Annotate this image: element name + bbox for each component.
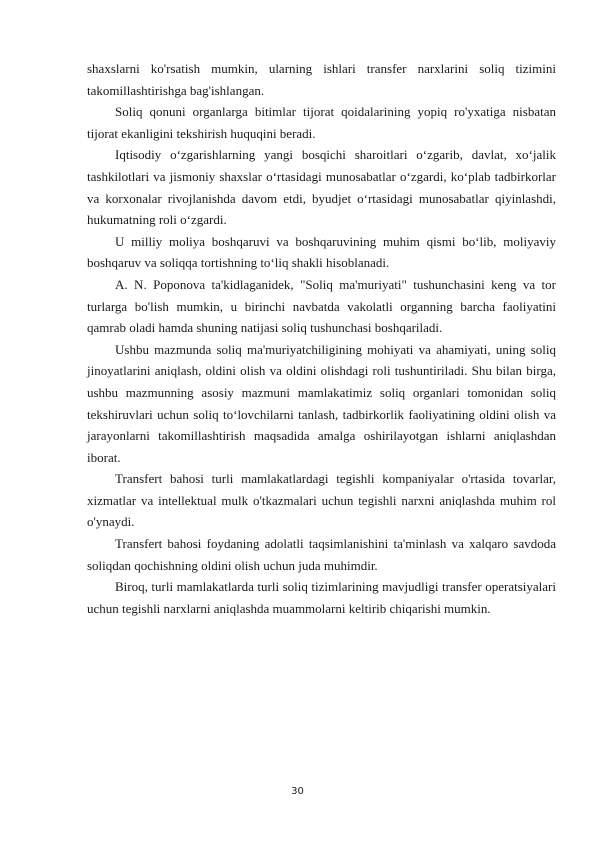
paragraph: Iqtisodiy o‘zgarishlarning yangi bosqichi sharoitlari o‘zgarib, davlat, xo‘jalik tashkilotlari va jismoniy shaxslar o‘rtasidagi munosabatlar o‘zgardi, ko‘plab tadbirkorlar va korxonalar rivojlanishda davom etdi, byudjet o‘rtasidagi munosabatlar qiyinlashdi, hukumatning roli o‘zgardi. — [87, 147, 556, 228]
paragraph: Soliq qonuni organlarga bitimlar tijorat qoidalarining yopiq ro'yxatiga nisbatan tijorat ekanligini tekshirish huquqini beradi. — [87, 104, 556, 141]
page-number: 30 — [291, 786, 304, 797]
paragraph: U milliy moliya boshqaruvi va boshqaruvining muhim qismi bo‘lib, moliyaviy boshqaruv va soliqqa tortishning to‘liq shakli hisoblanadi. — [87, 233, 556, 271]
paragraph: Biroq, turli mamlakatlarda turli soliq tizimlarining mavjudligi transfer operatsiyalari uchun tegishli narxlarni aniqlashda muammolarni keltirib chiqarishi mumkin. — [87, 579, 556, 616]
paragraph: Transfert bahosi foydaning adolatli taqsimlanishini ta'minlash va xalqaro savdoda soliqdan qochishning oldini olish uchun juda muhimdir. — [87, 536, 556, 573]
paragraph: A. N. Poponova ta'kidlaganidek, "Soliq ma'muriyati" tushunchasini keng va tor turlarga bo'lish mumkin, u birinchi navbatda vakolatli organning barcha faoliyatini qamrab oladi hamda shuning natijasi soliq tushunchasi boshqariladi. — [87, 276, 556, 336]
paragraph-continuation: shaxslarni ko'rsatish mumkin, ularning ishlari transfer narxlarini soliq tizimini takomillashtirishga bag'ishlangan. — [87, 61, 556, 98]
document-body — [87, 58, 556, 619]
paragraph: Transfert bahosi turli mamlakatlardagi tegishli kompaniyalar o'rtasida tovarlar, xizmatlar va intellektual mulk o'tkazmalari uchun tegishli narxni aniqlashda muhim rol o'ynaydi. — [87, 471, 556, 530]
paragraph: Ushbu mazmunda soliq ma'muriyatchiligining mohiyati va ahamiyati, uning soliq jinoyatlarini aniqlash, oldini olish va oldini olishdagi roli tushuntiriladi. Shu bilan birga, ushbu mazmunning asosiy mazmuni mamlakatimiz soliq organlari tomonidan soliq tekshiruvlari uchun soliq to‘lovchilarni tanlash, tadbirkorlik faoliyatining oldini olish va jarayonlarni takomillashtirish maqsadida amalga oshirilayotgan ishlarni aniqlashdan iborat. — [87, 341, 556, 465]
